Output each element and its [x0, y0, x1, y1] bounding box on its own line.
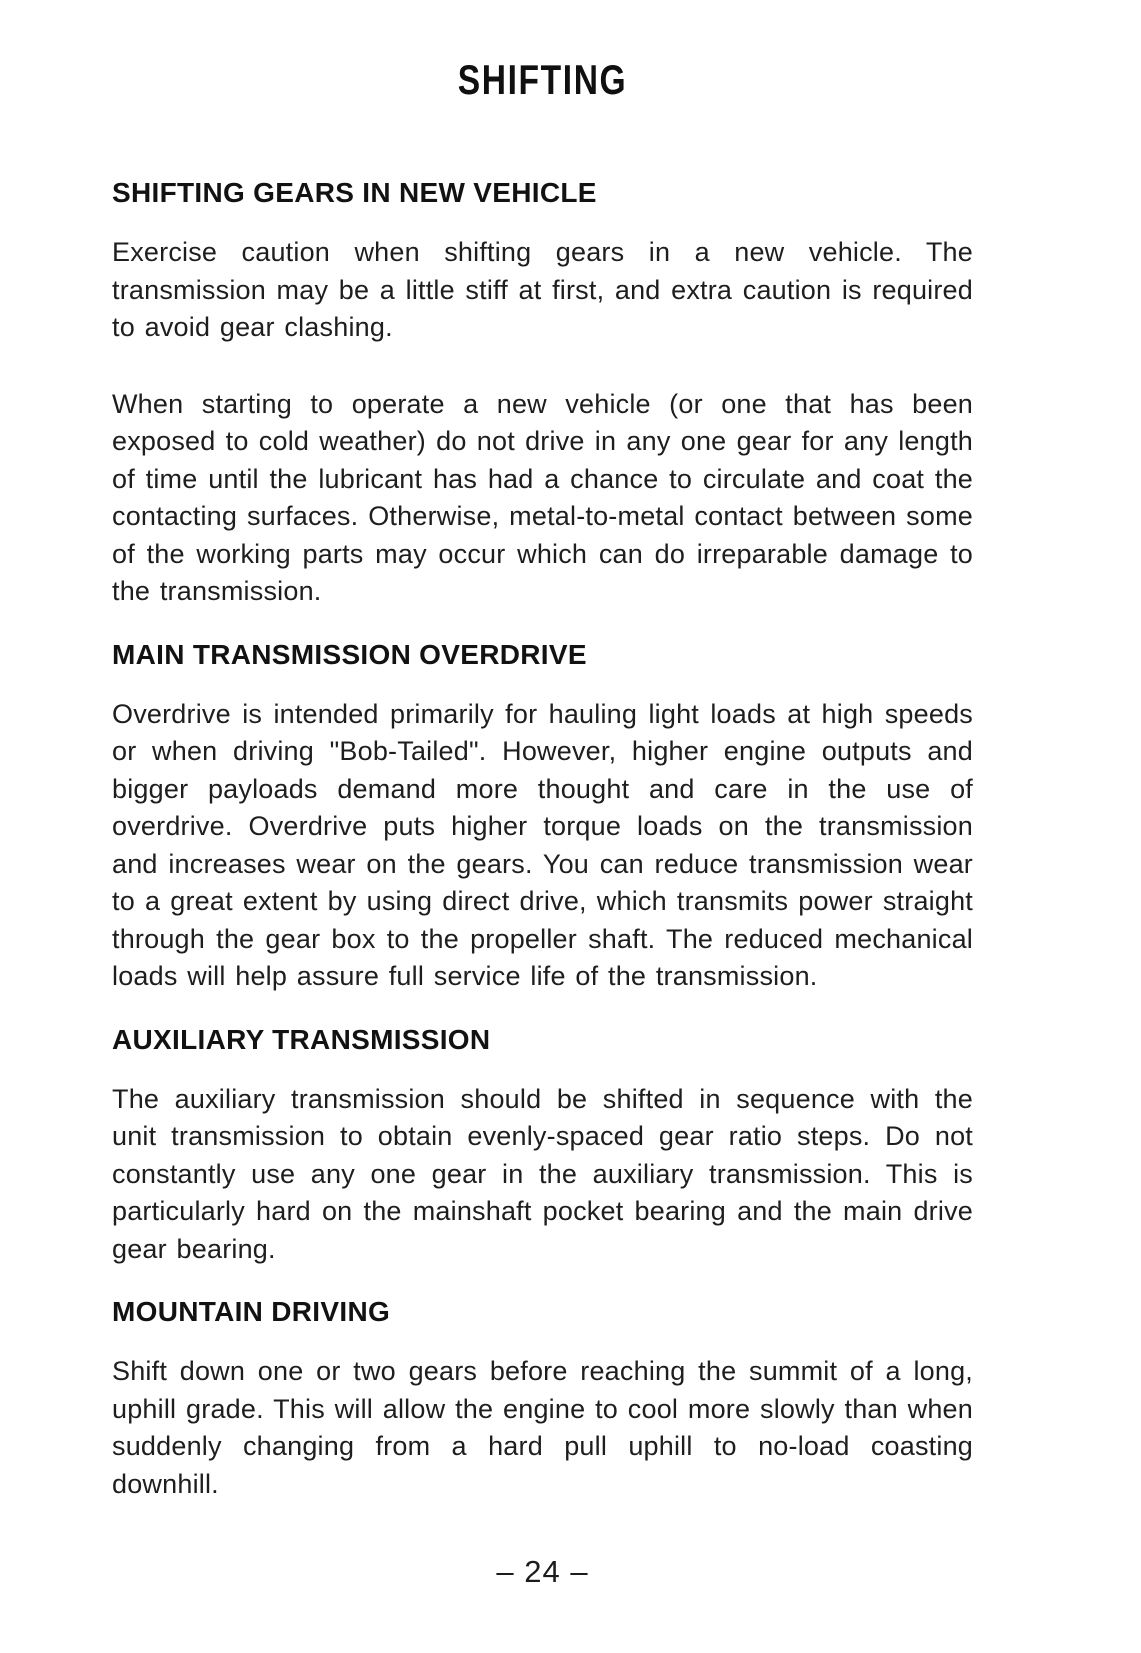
- section-heading-mountain-driving: MOUNTAIN DRIVING: [112, 1296, 391, 1327]
- paragraph-overdrive: Overdrive is intended primarily for hauling light loads at high speeds or when driving "Bob-Tailed". However, higher engine outputs and bigger payloads demand more thought and care in the use of overdrive. Overdrive puts higher torque loads on the transmission and increases wear on the gears. You can reduce transmission wear to a great extent by using direct drive, which transmits power straight through the gear box to the propeller shaft. The reduced mechanical loads will help assure full service life of the transmission.: [112, 698, 973, 991]
- paragraph-mountain-driving: Shift down one or two gears before reaching the summit of a long, uphill grade. This will allow the engine to cool more slowly than when suddenly changing from a hard pull uphill to no-load coasting downhill.: [112, 1356, 973, 1499]
- section-heading-shifting-gears: SHIFTING GEARS IN NEW VEHICLE: [112, 177, 597, 208]
- paragraph-when-starting: When starting to operate a new vehicle (or one that has been exposed to cold weather) do not drive in any one gear for any length of time until the lubricant has had a chance to circulate and coat the contacting surfaces. Otherwise, metal-to-metal contact between some of the working parts may occur which can do irreparable damage to the transmission.: [112, 388, 973, 606]
- page-number: – 24 –: [496, 1554, 589, 1589]
- paragraph-auxiliary-transmission: The auxiliary transmission should be shifted in sequence with the unit transmission to obtain evenly-spaced gear ratio steps. Do not constantly use any one gear in the auxiliary transmission. This is particularly hard on the mainshaft pocket bearing and the main drive gear bearing.: [112, 1083, 973, 1264]
- section-heading-auxiliary-transmission: AUXILIARY TRANSMISSION: [112, 1023, 491, 1055]
- page-title: SHIFTING: [457, 56, 628, 103]
- paragraph-exercise-caution: Exercise caution when shifting gears in a new vehicle. The transmission may be a little stiff at first, and extra caution is required to avoid gear clashing.: [112, 237, 973, 342]
- section-auxiliary-transmission: [112, 1023, 973, 1269]
- section-mountain-driving: [112, 1295, 973, 1503]
- section-main-transmission-overdrive: [112, 638, 973, 996]
- section-shifting-gears-in-new-vehicle: [112, 176, 973, 611]
- section-heading-main-transmission-overdrive: MAIN TRANSMISSION OVERDRIVE: [112, 638, 587, 670]
